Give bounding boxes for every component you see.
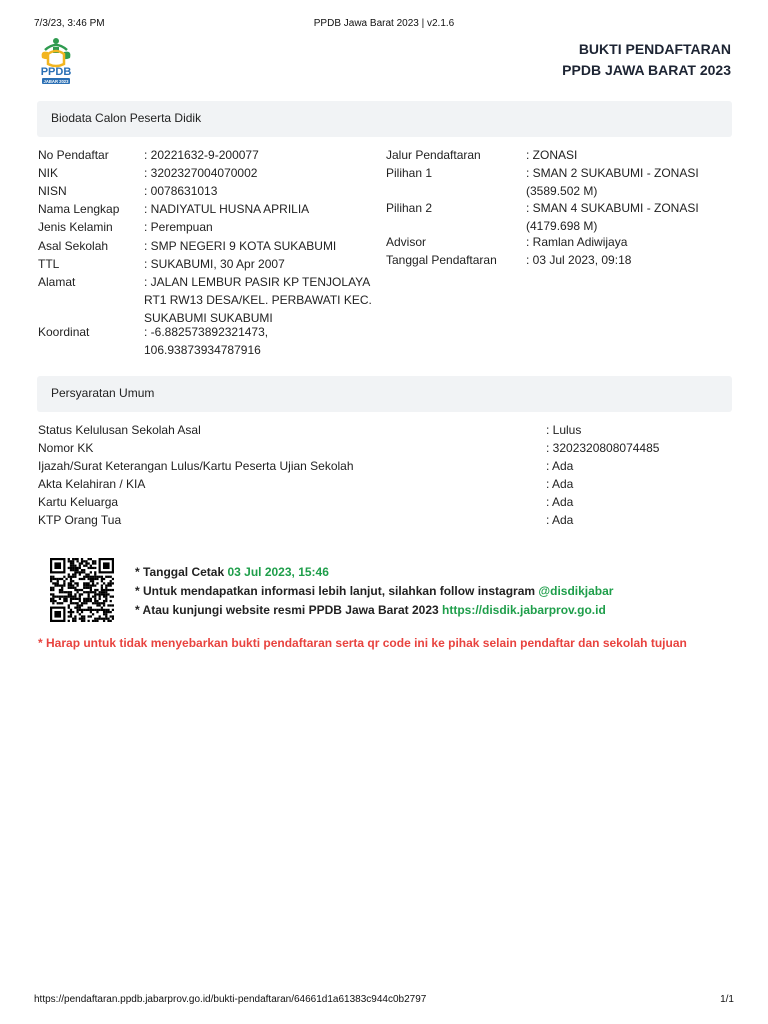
requirement-row	[38, 421, 732, 439]
biodata-row-nama-lengkap	[38, 200, 378, 218]
print-date-label: * Tanggal Cetak	[135, 565, 225, 579]
value: : NADIYATUL HUSNA APRILIA	[144, 202, 310, 216]
requirement-value: : Ada	[546, 495, 574, 509]
value: : SMAN 4 SUKABUMI - ZONASI (4179.698 M)	[526, 201, 699, 233]
warning-text: * Harap untuk tidak menyebarkan bukti pendaftaran serta qr code ini ke pihak selain pendaftar dan sekolah tujuan	[38, 636, 687, 650]
label: Alamat	[38, 275, 76, 289]
note-instagram	[135, 582, 613, 601]
requirement-label: Akta Kelahiran / KIA	[38, 477, 146, 491]
requirement-label: Nomor KK	[38, 441, 94, 455]
label: Pilihan 1	[386, 166, 433, 180]
label: Koordinat	[38, 325, 90, 339]
section-persyaratan-header	[37, 376, 732, 412]
label: Tanggal Pendaftaran	[386, 253, 497, 267]
requirement-label: KTP Orang Tua	[38, 513, 122, 527]
label: NISN	[38, 184, 67, 198]
requirement-row	[38, 493, 732, 511]
requirement-label: Kartu Keluarga	[38, 495, 119, 509]
requirement-value: : Ada	[546, 459, 574, 473]
label: Advisor	[386, 235, 427, 249]
print-url[interactable]: https://pendaftaran.ppdb.jabarprov.go.id/bukti-pendaftaran/64661d1a61383c944c0b2797	[34, 994, 427, 1005]
requirement-row	[38, 511, 732, 529]
note-website	[135, 601, 613, 620]
section-biodata-header	[37, 101, 732, 137]
biodata-row-asal-sekolah	[38, 237, 378, 255]
value: : Ramlan Adiwijaya	[526, 235, 628, 249]
document-title-line2: PPDB JAWA BARAT 2023	[562, 62, 731, 78]
value: : JALAN LEMBUR PASIR KP TENJOLAYA RT1 RW13 DESA/KEL. PERBAWATI KEC. SUKABUMI SUKABUMI	[144, 275, 372, 325]
biodata-row-jenis-kelamin	[38, 218, 378, 236]
biodata-row-no-pendaftar	[38, 146, 378, 164]
logo-subtext: JABAR 2023	[43, 79, 69, 84]
label: Nama Lengkap	[38, 202, 120, 216]
notes	[135, 563, 613, 620]
label: NIK	[38, 166, 59, 180]
label: Jalur Pendaftaran	[386, 148, 481, 162]
biodata-row-jalur-pendaftaran	[386, 146, 732, 164]
biodata-row-alamat	[38, 273, 378, 327]
biodata-row-koordinat	[38, 323, 378, 359]
requirement-row	[38, 439, 732, 457]
biodata-row-ttl	[38, 255, 378, 273]
value: : -6.882573892321473, 106.93873934787916	[144, 325, 269, 357]
requirement-value: : Ada	[546, 477, 574, 491]
value: : 3202327004070002	[144, 166, 258, 180]
value: : SMAN 2 SUKABUMI - ZONASI (3589.502 M)	[526, 166, 699, 198]
value: : SMP NEGERI 9 KOTA SUKABUMI	[144, 239, 337, 253]
label: Jenis Kelamin	[38, 220, 113, 234]
requirement-label: Status Kelulusan Sekolah Asal	[38, 423, 201, 437]
value: : 03 Jul 2023, 09:18	[526, 253, 632, 267]
website-link[interactable]: https://disdik.jabarprov.go.id	[442, 603, 606, 617]
biodata-row-tanggal-pendaftaran	[386, 251, 732, 269]
requirement-value: : Lulus	[546, 423, 582, 437]
document-title	[562, 39, 731, 81]
label: TTL	[38, 257, 60, 271]
value: : SUKABUMI, 30 Apr 2007	[144, 257, 285, 271]
instagram-text: * Untuk mendapatkan informasi lebih lanjut, silahkan follow instagram	[135, 584, 536, 598]
value: : 0078631013	[144, 184, 218, 198]
ppdb-logo	[37, 36, 75, 86]
note-print-date	[135, 563, 613, 582]
biodata-row-pilihan-1	[386, 164, 732, 200]
biodata-row-nik	[38, 164, 378, 182]
print-datetime: 7/3/23, 3:46 PM	[34, 18, 105, 29]
biodata-row-nisn	[38, 182, 378, 200]
requirement-label: Ijazah/Surat Keterangan Lulus/Kartu Peserta Ujian Sekolah	[38, 459, 354, 473]
biodata-row-advisor	[386, 233, 732, 251]
logo-text: PPDB	[40, 66, 72, 78]
requirement-value: : Ada	[546, 513, 574, 527]
section-biodata-title: Biodata Calon Peserta Didik	[51, 111, 202, 125]
biodata-row-pilihan-2	[386, 199, 732, 235]
print-title: PPDB Jawa Barat 2023 | v2.1.6	[313, 18, 455, 29]
print-date-value: 03 Jul 2023, 15:46	[227, 565, 329, 579]
label: Pilihan 2	[386, 201, 433, 215]
print-page-number: 1/1	[720, 994, 734, 1005]
value: : 20221632-9-200077	[144, 148, 259, 162]
requirement-value: : 3202320808074485	[546, 441, 660, 455]
qr-code-icon	[50, 558, 114, 622]
instagram-link[interactable]: @disdikjabar	[538, 584, 614, 598]
value: : Perempuan	[144, 220, 213, 234]
document-title-line1: BUKTI PENDAFTARAN	[578, 41, 731, 57]
requirement-row	[38, 457, 732, 475]
label: Asal Sekolah	[38, 239, 109, 253]
section-persyaratan-title: Persyaratan Umum	[51, 386, 155, 400]
value: : ZONASI	[526, 148, 578, 162]
requirement-row	[38, 475, 732, 493]
label: No Pendaftar	[38, 148, 109, 162]
website-text: * Atau kunjungi website resmi PPDB Jawa Barat 2023	[135, 603, 439, 617]
